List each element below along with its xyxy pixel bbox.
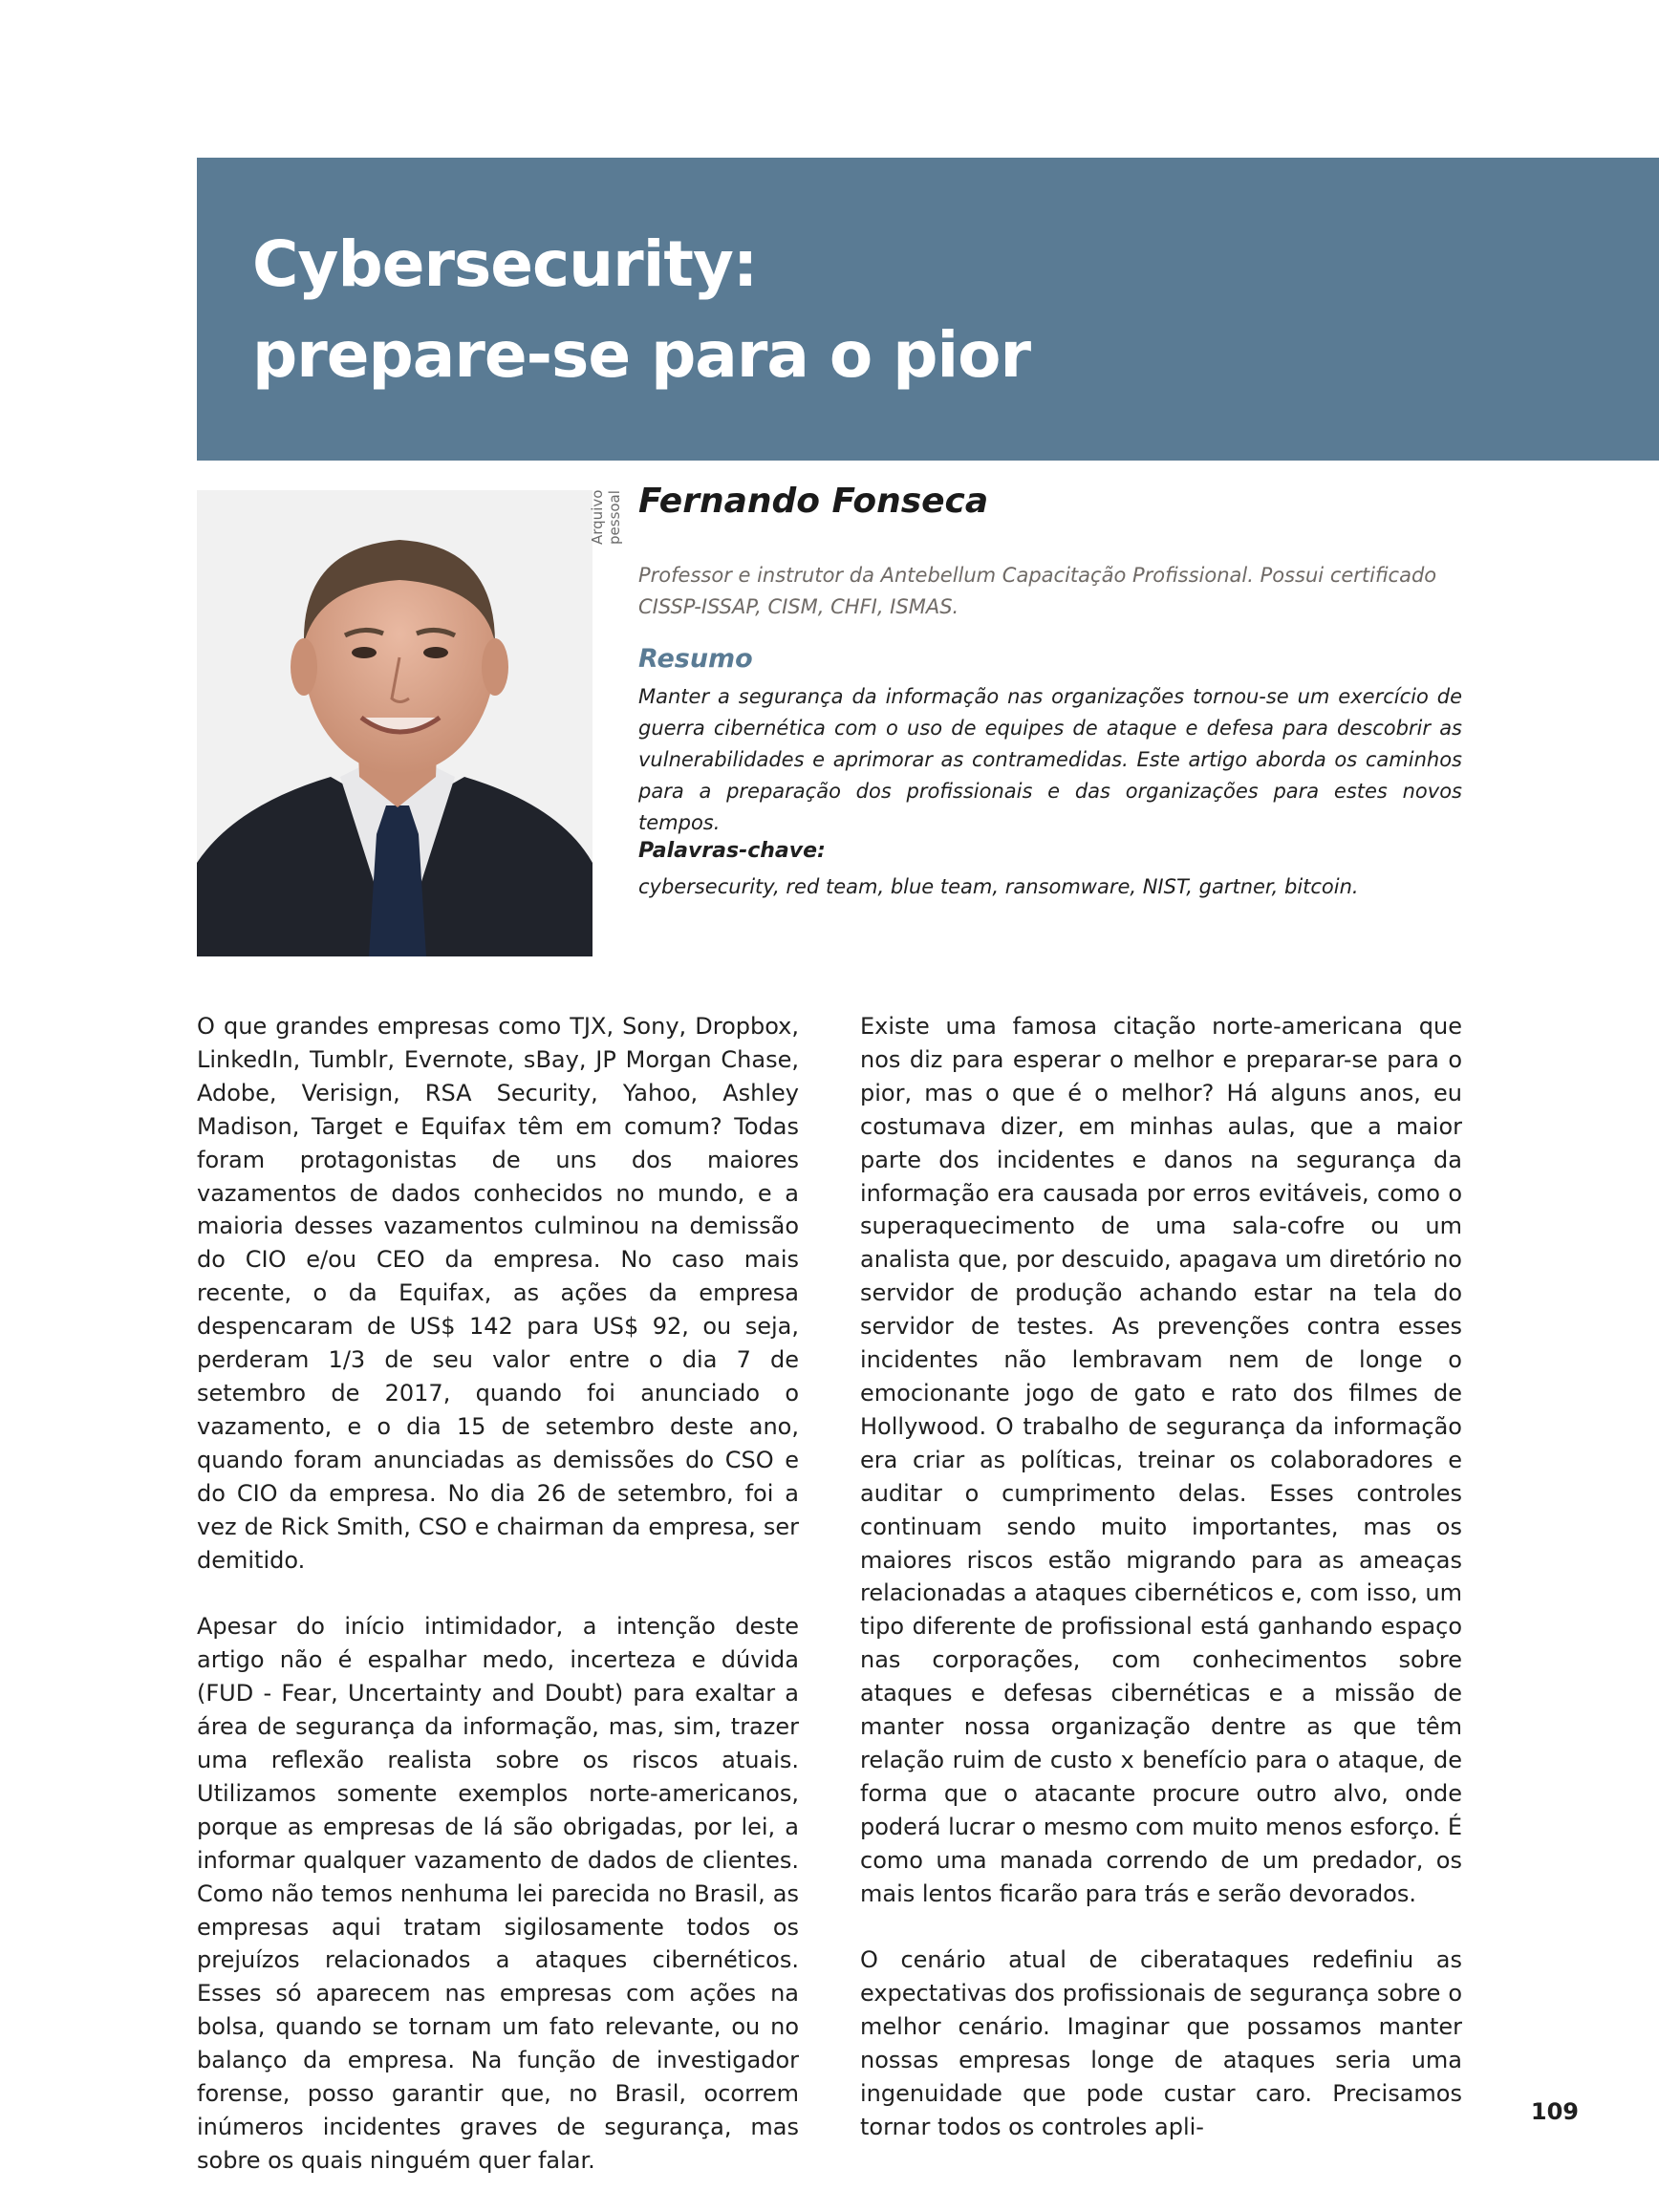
photo-credit: Arquivo pessoal	[589, 490, 623, 546]
body-column-right	[860, 1010, 1462, 2178]
body-column-left	[197, 1010, 799, 2211]
keywords-text: cybersecurity, red team, blue team, ransomware, NIST, gartner, bitcoin.	[638, 875, 1359, 898]
body-paragraph: Existe uma famosa citação norte-americana que nos diz para esperar o melhor e preparar-se para o pior, mas o que é o melhor? Há alguns anos, eu costumava dizer, em minhas aulas, que a maior parte dos incidentes e danos na segurança da informação era causada por erros evitáveis, como o superaquecimento de uma sala-cofre ou um analista que, por descuido, apagava um diretório no servidor de produção achando estar na tela do servidor de testes. As prevenções contra esses incidentes não lembravam nem de longe o emocionante jogo de gato e rato dos filmes de Hollywood. O trabalho de segurança da informação era criar as políticas, treinar os colaboradores e auditar o cumprimento delas. Esses controles continuam sendo muito importantes, mas os maiores riscos estão migrando para as ameaças relacionadas a ataques cibernéticos e, com isso, um tipo diferente de profissional está ganhando espaço nas corporações, com conhecimentos sobre ataques e defesas cibernéticas e a missão de manter nossa organização dentre as que têm relação ruim de custo x benefício para o ataque, de forma que o atacante procure outro alvo, onde poderá lucrar o mesmo com muito menos esforço. É como uma manada correndo de um predador, os mais lentos ficarão para trás e serão devorados.	[860, 1013, 1462, 1907]
keywords-heading: Palavras-chave:	[638, 839, 826, 863]
abstract-text: Manter a segurança da informação nas organizações tornou-se um exercício de guerra cibernética com o uso de equipes de ataque e defesa para descobrir as vulnerabilidades e aprimorar as contramedidas. Este artigo aborda os caminhos para a preparação dos profissionais e das organizações para estes novos tempos.	[638, 685, 1462, 834]
abstract-heading: Resumo	[638, 644, 753, 674]
body-paragraph: O cenário atual de ciberataques redefiniu as expectativas dos profissionais de segurança sobre o melhor cenário. Imaginar que possamos manter nossas empresas longe de ataques seria uma ingenuidade que pode custar caro. Precisamos tornar todos os controles apli-	[860, 1946, 1462, 2140]
article-title-line-2: prepare-se para o pior	[252, 318, 1030, 392]
title-band	[197, 158, 1659, 461]
body-paragraph: Apesar do início intimidador, a intenção deste artigo não é espalhar medo, incerteza e dúvida (FUD - Fear, Uncertainty and Doubt) para exaltar a área de segurança da informação, mas, sim, trazer uma reflexão realista sobre os riscos atuais. Utilizamos somente exemplos norte-americanos, porque as empresas de lá são obrigadas, por lei, a informar qualquer vazamento de dados de clientes. Como não temos nenhuma lei parecida no Brasil, as empresas aqui tratam sigilosamente todos os prejuízos relacionados a ataques cibernéticos. Esses só aparecem nas empresas com ações na bolsa, quando se tornam um fato relevante, ou no balanço da empresa. Na função de investigador forense, posso garantir que, no Brasil, ocorrem inúmeros incidentes graves de segurança, mas sobre os quais ninguém quer falar.	[197, 1613, 799, 2174]
author-name: Fernando Fonseca	[638, 482, 989, 521]
author-portrait-illustration	[197, 490, 592, 956]
body-paragraph: O que grandes empresas como TJX, Sony, Dropbox, LinkedIn, Tumblr, Evernote, sBay, JP Morgan Chase, Adobe, Verisign, RSA Security, Yahoo, Ashley Madison, Target e Equifax têm em comum? Todas foram protagonistas de uns dos maiores vazamentos de dados conhecidos no mundo, e a maioria desses vazamentos culminou na demissão do CIO e/ou CEO da empresa. No caso mais recente, o da Equifax, as ações da empresa despencaram de US$ 142 para US$ 92, ou seja, perderam 1/3 de seu valor entre o dia 7 de setembro de 2017, quando foi anunciado o vazamento, e o dia 15 de setembro deste ano, quando foram anunciadas as demissões do CSO e do CIO da empresa. No dia 26 de setembro, foi a vez de Rick Smith, CSO e chairman da empresa, ser demitido.	[197, 1013, 799, 1574]
article-title	[252, 219, 1030, 400]
article-title-line-1: Cybersecurity:	[252, 227, 758, 301]
author-photo	[197, 490, 592, 956]
page-number: 109	[1530, 2098, 1579, 2125]
author-bio: Professor e instrutor da Antebellum Capacitação Profissional. Possui certificado CISSP-ISSAP, CISM, CHFI, ISMAS.	[638, 564, 1437, 618]
